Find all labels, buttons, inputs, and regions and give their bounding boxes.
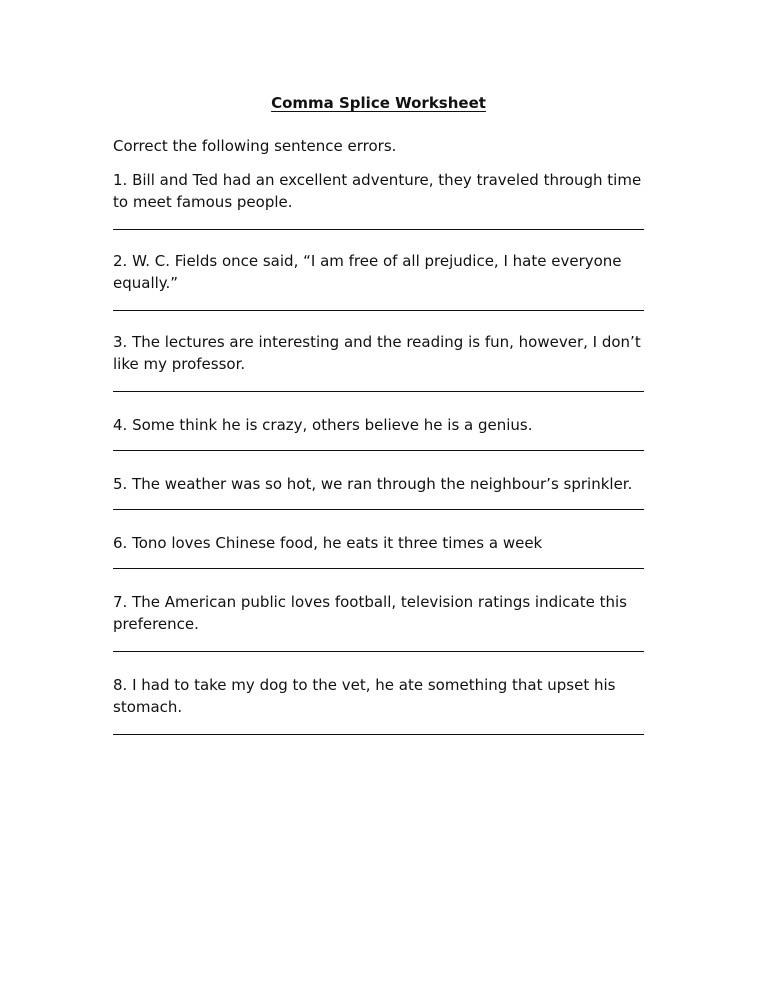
answer-line-1[interactable]	[113, 229, 644, 230]
question-text: 5. The weather was so hot, we ran through the neighbour’s sprinkler.	[113, 475, 633, 493]
answer-line-7[interactable]	[113, 651, 644, 652]
answer-line-8[interactable]	[113, 734, 644, 735]
question-7	[113, 591, 648, 652]
question-text: 8. I had to take my dog to the vet, he ate something that upset his stomach.	[113, 676, 616, 716]
answer-line-5[interactable]	[113, 509, 644, 510]
answer-line-4[interactable]	[113, 450, 644, 451]
worksheet-title: Comma Splice Worksheet	[271, 94, 486, 112]
question-5	[113, 473, 648, 510]
instruction-text: Correct the following sentence errors.	[113, 137, 397, 155]
question-text: 3. The lectures are interesting and the reading is fun, however, I don’t like my professor.	[113, 333, 641, 373]
question-6	[113, 532, 648, 569]
question-8	[113, 674, 648, 735]
answer-line-3[interactable]	[113, 391, 644, 392]
question-2	[113, 250, 648, 311]
question-1	[113, 169, 648, 230]
question-text: 1. Bill and Ted had an excellent adventure, they traveled through time to meet famous people.	[113, 171, 642, 211]
question-text: 7. The American public loves football, television ratings indicate this preference.	[113, 593, 627, 633]
question-4	[113, 414, 648, 451]
question-text: 2. W. C. Fields once said, “I am free of all prejudice, I hate everyone equally.”	[113, 252, 622, 292]
question-3	[113, 331, 648, 392]
question-text: 6. Tono loves Chinese food, he eats it three times a week	[113, 534, 543, 552]
answer-line-6[interactable]	[113, 568, 644, 569]
question-text: 4. Some think he is crazy, others believe he is a genius.	[113, 416, 533, 434]
answer-line-2[interactable]	[113, 310, 644, 311]
